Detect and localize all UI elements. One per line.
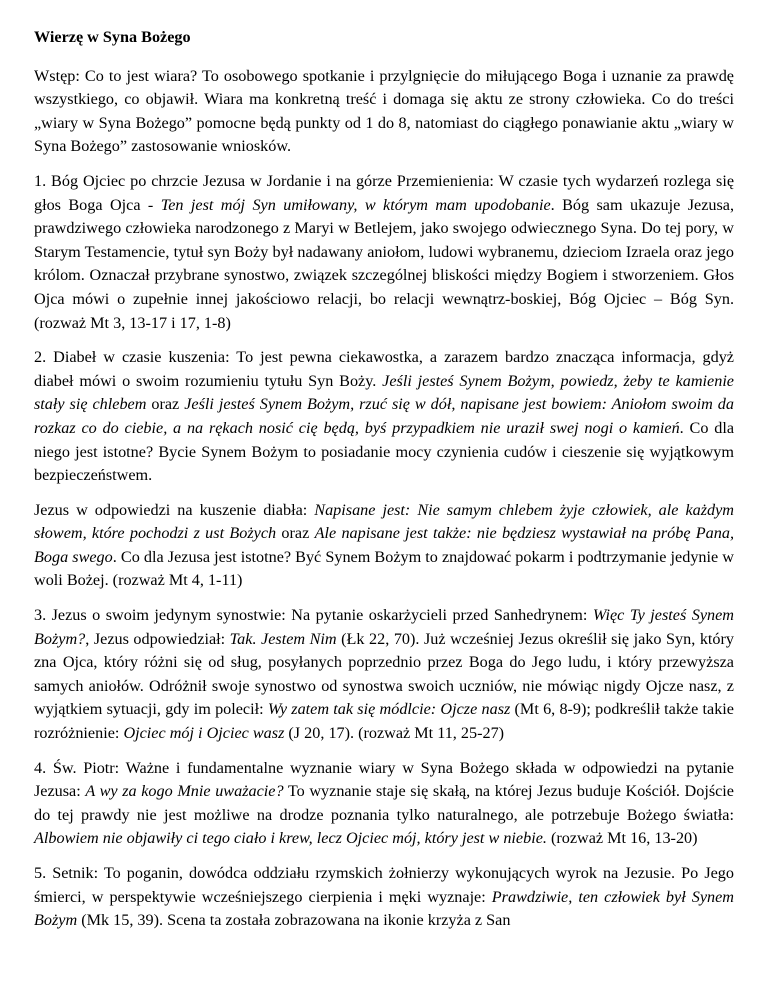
- point-2-response-paragraph: [34, 499, 734, 593]
- text-span: (J 20, 17). (rozważ Mt 11, 25-27): [284, 724, 505, 743]
- text-span: . Bóg sam ukazuje Jezusa, prawdziwego człowieka narodzonego z Maryi w Betlejem, jako swojego odwiecznego Syna. Do tej pory, w Starym Testamencie, tytuł syn Boży był nadawany aniołom, ludowi wybranemu, dzieciom Izraela oraz jego królom. Oznaczał przybrane synostwo, związek szczególnej bliskości między Bogiem i stworzeniem. Głos Ojca mówi o zupełnie innej jakościowo relacji, bo relacji wewnątrz-boskiej, Bóg Ojciec – Bóg Syn. (rozważ Mt 3, 13-17 i 17, 1-8): [34, 195, 734, 332]
- text-span: 3. Jezus o swoim jedynym synostwie: Na pytanie oskarżycieli przed Sanhedrynem:: [34, 606, 593, 625]
- text-span: 2. Diabeł w czasie kuszenia: To jest pewna ciekawostka, a zarazem bardzo znacząca informacja, gdyż diabeł mówi o swoim rozumieniu tytułu Syn Boży.: [34, 348, 734, 390]
- point-3-paragraph: [34, 604, 734, 746]
- text-span: (rozważ Mt 16, 13-20): [546, 829, 698, 848]
- text-span: oraz: [276, 524, 315, 543]
- text-span: Jezus w odpowiedzi na kuszenie diabła:: [34, 500, 315, 519]
- point-4-paragraph: [34, 757, 734, 851]
- text-span: (Łk 22, 70). Już wcześniej Jezus określił się jako Syn, który zna Ojca, który różni się od sług, posyłanych poprzednio przez Boga do Jego ludu, i który przewyższa samych aniołów. Odróżnił swoje synostwo od synostwa swoich uczniów, nie mówiąc nigdy Ojcze nasz, z wyjątkiem sytuacji, gdy im polecił:: [34, 629, 734, 719]
- text-span: . Co dla niego jest istotne? Bycie Synem Bożym to posiadanie mocy czynienia cudów i cieszenie się wyjątkowym bezpieczeństwem.: [34, 418, 734, 485]
- point-5-paragraph: [34, 862, 734, 933]
- text-span: oraz: [146, 395, 185, 414]
- quote-span: A wy za kogo Mnie uważacie?: [85, 782, 284, 801]
- text-span: (Mt 6, 8-9); podkreślił także takie rozróżnienie:: [34, 700, 734, 743]
- text-span: To wyznanie staje się skałą, na której Jezus buduje Kościół. Dojście do tej prawdy nie jest możliwe na drodze poznania tylko naturalnego, ale potrzebuje Bożego światła:: [34, 782, 734, 824]
- point-2-paragraph: [34, 346, 734, 488]
- quote-span: Tak. Jestem Nim: [229, 629, 337, 648]
- text-span: 4. Św. Piotr: Ważne i fundamentalne wyznanie wiary w Syna Bożego składa w odpowiedzi na pytanie Jezusa:: [34, 758, 734, 801]
- document-title: Wierzę w Syna Bożego: [34, 28, 191, 46]
- quote-span: Jeśli jesteś Synem Bożym, powiedz, żeby te kamienie stały się chlebem: [34, 371, 734, 414]
- text-span: (Mk 15, 39). Scena ta została zobrazowana na ikonie krzyża z San: [77, 911, 511, 930]
- text-span: 1. Bóg Ojciec po chrzcie Jezusa w Jordanie i na górze Przemienienia: W czasie tych wydarzeń rozlega się głos Boga Ojca -: [34, 171, 734, 214]
- text-span: 5. Setnik: To poganin, dowódca oddziału rzymskich żołnierzy wykonujących wyrok na Jezusie. Po Jego śmierci, w perspektywie wcześniejszego cierpienia i męki wyznaje:: [34, 864, 734, 906]
- quote-span: Prawdziwie, ten człowiek był Synem Bożym: [34, 887, 734, 930]
- quote-span: Więc Ty jesteś Synem Bożym?: [34, 606, 735, 648]
- quote-span: Wy zatem tak się módlcie: Ojcze nasz: [267, 700, 511, 719]
- quote-span: Albowiem nie objawiły ci tego ciało i krew, lecz Ojciec mój, który jest w niebie.: [34, 829, 547, 848]
- quote-span: Ten jest mój Syn umiłowany, w którym mam upodobanie: [160, 195, 551, 214]
- intro-paragraph: Wstęp: Co to jest wiara? To osobowego spotkanie i przylgnięcie do miłującego Boga i uznanie za prawdę wszystkiego, co objawił. Wiara ma konkretną treść i domaga się aktu ze strony człowieka. Co do treści „wiary w Syna Bożego” pomocne będą punkty od 1 do 8, natomiast do ciągłego ponawianie aktu „wiary w Syna Bożego” zastosowanie wniosków.: [34, 66, 734, 156]
- text-span: . Co dla Jezusa jest istotne? Być Synem Bożym to znajdować pokarm i podtrzymanie jedynie w woli Bożej. (rozważ Mt 4, 1-11): [34, 547, 735, 590]
- point-1-paragraph: [34, 170, 734, 335]
- quote-span: Ale napisane jest także: nie będziesz wystawiał na próbę Pana, Boga swego: [34, 524, 735, 566]
- quote-span: Jeśli jesteś Synem Bożym, rzuć się w dół, napisane jest bowiem: Aniołom swoim da rozkaz co do ciebie, a na rękach nosić cię będą, byś przypadkiem nie uraził swej nogi o kamień: [34, 395, 734, 437]
- quote-span: Napisane jest: Nie samym chlebem żyje człowiek, ale każdym słowem, które pochodzi z ust Bożych: [34, 500, 734, 543]
- text-span: , Jezus odpowiedział:: [85, 629, 230, 648]
- quote-span: Ojciec mój i Ojciec wasz: [123, 724, 285, 743]
